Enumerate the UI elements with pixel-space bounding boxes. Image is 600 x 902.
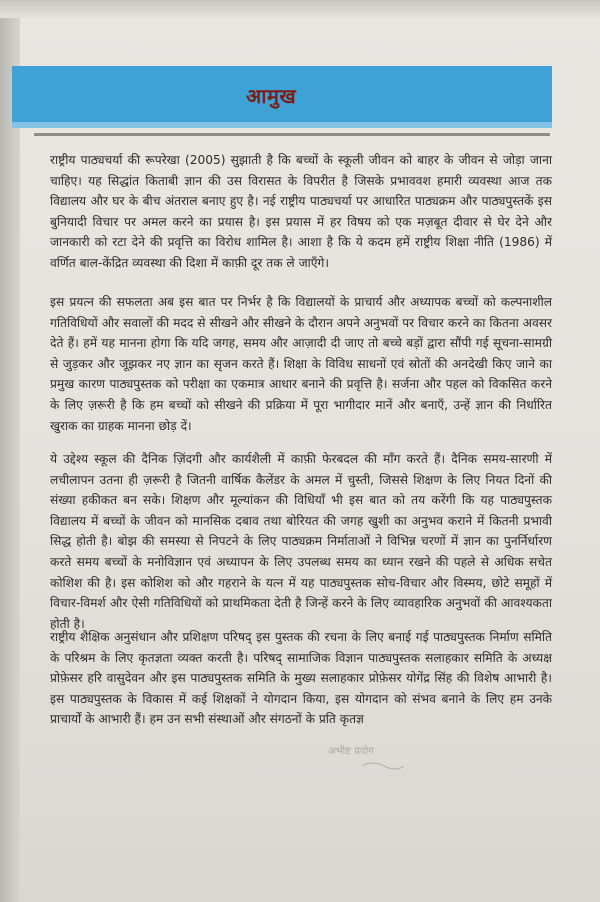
paragraph-4: राष्ट्रीय शैक्षिक अनुसंधान और प्रशिक्षण परिषद् इस पुस्तक की रचना के लिए बनाई गई पाठ्यपुस्तक निर्माण समिति के परिश्रम के लिए कृतज्ञता व्यक्त करती है। परिषद् सामाजिक विज्ञान पाठ्यपुस्तक सलाहकार समिति के अध्यक्ष प्रोफ़ेसर हरि वासुदेवन और इस पाठ्यपुस्तक समिति के मुख्य सलाहकार प्रोफ़ेसर योगेंद्र सिंह की विशेष आभारी है। इस पाठ्यपुस्तक के विकास में कई शिक्षकों ने योगदान किया, इस योगदान को संभव बनाने के लिए हम उनके प्राचार्यों के आभारी हैं। हम उन सभी संस्थाओं और संगठनों के प्रति कृतज्ञ <box>50 630 552 727</box>
paragraph-3: ये उद्देश्य स्कूल की दैनिक ज़िंदगी और कार्यशैली में काफ़ी फेरबदल की माँग करते हैं। दैनिक समय-सारणी में लचीलापन उतना ही ज़रूरी है जितनी वार्षिक कैलेंडर के अमल में चुस्ती, जिससे शिक्षण के लिए नियत दिनों की संख्या हकीकत बन सके। शिक्षण और मूल्यांकन की विधियाँ भी इस बात को तय करेंगी कि यह पाठ्यपुस्तक विद्यालय में बच्चों के जीवन को मानसिक दबाव तथा बोरियत की जगह खुशी का अनुभव कराने में कितनी प्रभावी सिद्ध होती है। बोझ की समस्या से निपटने के लिए पाठ्यक्रम निर्माताओं ने विभिन्न चरणों में ज्ञान का पुनर्निर्धारण करते समय बच्चों के मनोविज्ञान एवं अध्यापन के लिए उपलब्ध समय का ध्यान रखने की पहले से अधिक सचेत कोशिश की है। इस कोशिश को और गहराने के यत्न में यह पाठ्यपुस्तक सोच-विचार और विस्मय, छोटे समूहों में विचार-विमर्श और ऐसी गतिविधियों को प्राथमिकता देती है जिन्हें करने के लिए व्यावहारिक अनुभवों की आवश्यकता होती है। <box>50 452 552 631</box>
heading-divider <box>34 133 550 136</box>
stamp-text-line: अभीष्ट प्रयोग <box>328 746 374 757</box>
paragraph-2: इस प्रयत्न की सफलता अब इस बात पर निर्भर है कि विद्यालयों के प्राचार्य और अध्यापक बच्चों को कल्पनाशील गतिविधियों और सवालों की मदद से सीखने और सीखने के दौरान अपने अनुभवों पर विचार करने का कितना अवसर देते हैं। हमें यह मानना होगा कि यदि जगह, समय और आज़ादी दी जाए तो बच्चे बड़ों द्वारा सौंपी गई सूचना-सामग्री से जुड़कर और जूझकर नए ज्ञान का सृजन करते हैं। शिक्षा के विविध साधनों एवं स्रोतों की अनदेखी किए जाने का प्रमुख कारण पाठ्यपुस्तक को परीक्षा का एकमात्र आधार बनाने की प्रवृत्ति है। सर्जना और पहल को विकसित करने के लिए ज़रूरी है कि हम बच्चों को सीखने की प्रक्रिया में पूरा भागीदार मानें और बनाएँ, उन्हें ज्ञान की निर्धारित खुराक का ग्राहक मानना छोड़ दें। <box>50 295 552 433</box>
faded-stamp-image <box>322 740 432 776</box>
paragraph-1: राष्ट्रीय पाठ्यचर्या की रूपरेखा (2005) सुझाती है कि बच्चों के स्कूली जीवन को बाहर के जीवन से जोड़ा जाना चाहिए। यह सिद्धांत किताबी ज्ञान की उस विरासत के विपरीत है जिसके प्रभाववश हमारी व्यवस्था आज तक विद्यालय और घर के बीच अंतराल बनाए हुए है। नई राष्ट्रीय पाठ्यचर्या पर आधारित पाठ्यक्रम और पाठ्यपुस्तकें इस बुनियादी विचार पर अमल करने का प्रयास है। इस प्रयास में हर विषय को एक मज़बूत दीवार से घेर देने और जानकारी को रटा देने की प्रवृत्ति का विरोध शामिल है। आशा है कि ये कदम हमें राष्ट्रीय शिक्षा नीति (1986) में वर्णित बाल-केंद्रित व्यवस्था की दिशा में काफ़ी दूर तक ले जाएँगे। <box>50 153 552 270</box>
page-top-fold <box>0 0 600 18</box>
book-spine-shadow <box>0 0 20 902</box>
page-heading: आमुख <box>246 84 297 108</box>
